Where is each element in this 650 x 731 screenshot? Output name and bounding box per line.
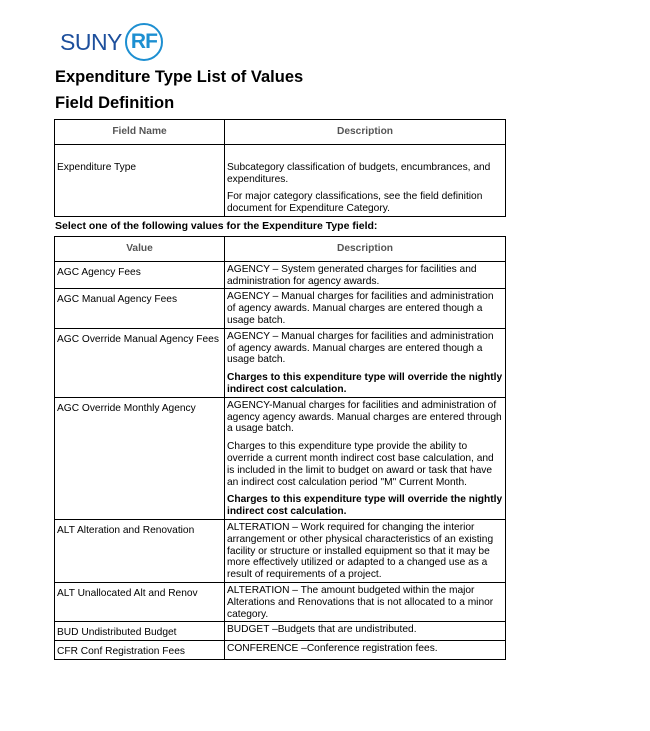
description-cell: [225, 641, 506, 660]
table-row: [55, 261, 506, 289]
description-cell: [225, 622, 506, 641]
page-subtitle: Field Definition: [55, 94, 175, 112]
value-cell: ALT Unallocated Alt and Renov: [55, 582, 225, 621]
expenditure-values-table: [54, 236, 506, 660]
value-cell: AGC Agency Fees: [55, 261, 225, 289]
value-header: Value: [55, 237, 225, 262]
description-cell: [225, 582, 506, 621]
description-cell: [225, 289, 506, 328]
description-text: CONFERENCE –Conference registration fees.: [227, 643, 438, 655]
description-cell: [225, 397, 506, 519]
description-text: For major category classifications, see the field definition document for Expenditure Category.: [227, 191, 483, 215]
field-name-header: Field Name: [55, 120, 225, 145]
description-header: Description: [225, 237, 506, 262]
suny-rf-logo: [60, 23, 163, 61]
override-note: Charges to this expenditure type will override the nightly indirect cost calculation.: [227, 494, 503, 518]
description-text: AGENCY – Manual charges for facilities and administration of agency awards. Manual charges are entered though a usage batch.: [227, 330, 494, 366]
page-title: Expenditure Type List of Values: [55, 68, 304, 86]
logo-circle: [125, 23, 163, 61]
description-cell: [225, 328, 506, 397]
table-row: [55, 289, 506, 328]
table-row: [55, 144, 506, 216]
logo-circle-text: RF: [130, 30, 157, 53]
value-cell: AGC Override Monthly Agency: [55, 397, 225, 519]
field-description-cell: [225, 144, 506, 216]
value-cell: AGC Manual Agency Fees: [55, 289, 225, 328]
table-row: [55, 582, 506, 621]
select-values-heading: Select one of the following values for the Expenditure Type field:: [55, 220, 378, 232]
values-table-body: [55, 261, 506, 659]
value-cell: BUD Undistributed Budget: [55, 622, 225, 641]
table-row: [55, 641, 506, 660]
value-cell: CFR Conf Registration Fees: [55, 641, 225, 660]
description-text: AGENCY – Manual charges for facilities and administration of agency awards. Manual charges are entered though a usage batch.: [227, 291, 494, 326]
description-header: Description: [225, 120, 506, 145]
description-text: ALTERATION – The amount budgeted within the major Alterations and Renovations that is not allocated to a minor category.: [227, 584, 494, 620]
override-note: Charges to this expenditure type will override the nightly indirect cost calculation.: [227, 372, 503, 395]
description-text: AGENCY-Manual charges for facilities and administration of agency agency awards. Manual charges are entered through a usage batch.: [227, 399, 502, 435]
logo-text: SUNY: [60, 28, 122, 55]
table-row: [55, 622, 506, 641]
table-row: [55, 519, 506, 582]
description-text: BUDGET –Budgets that are undistributed.: [227, 624, 417, 636]
description-text: Charges to this expenditure type provide the ability to override a current month indirect cost base calculation, and is included in the limit to budget on award or task that have an indirect cost calculation period "M" Current Month.: [227, 441, 494, 488]
description-text: Subcategory classification of budgets, encumbrances, and expenditures.: [227, 161, 491, 185]
description-cell: [225, 261, 506, 289]
description-cell: [225, 519, 506, 582]
table-row: [55, 328, 506, 397]
description-text: AGENCY – System generated charges for facilities and administration for agency awards.: [227, 263, 477, 287]
value-cell: ALT Alteration and Renovation: [55, 519, 225, 582]
table-row: [55, 397, 506, 519]
description-text: ALTERATION – Work required for changing the interior arrangement or other physical characteristics of an existing facility or structure or installed equipment so that it may be more effectively utilized or adapted to a changed use as a result of requirements of a project.: [227, 521, 494, 581]
field-name-cell: Expenditure Type: [55, 144, 225, 216]
field-definition-table: [54, 119, 506, 217]
value-cell: AGC Override Manual Agency Fees: [55, 328, 225, 397]
